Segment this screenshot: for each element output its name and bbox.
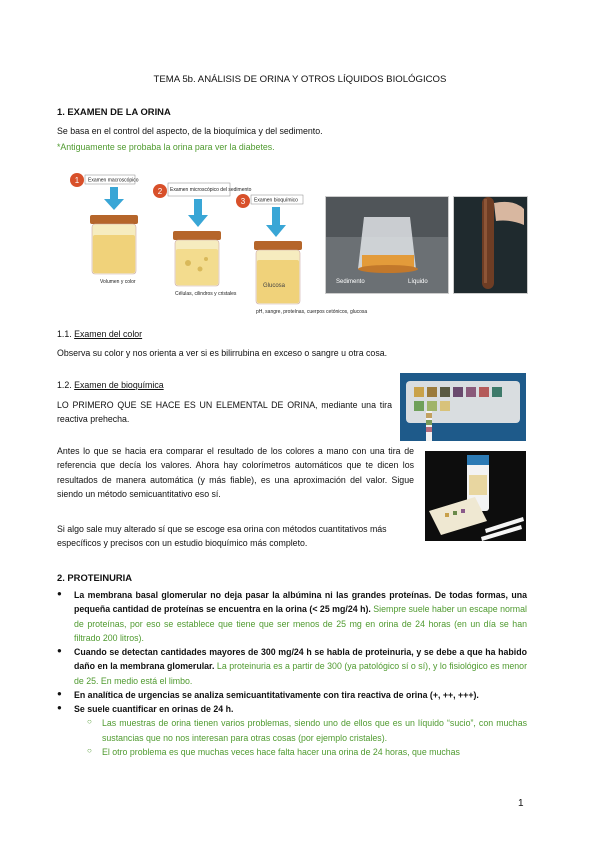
- section-1-2-heading: [57, 378, 164, 392]
- step-3-label: Examen bioquímico: [254, 197, 298, 204]
- test-tube-photo: [453, 196, 528, 294]
- proteinuria-item-2: [57, 645, 527, 688]
- proteinuria-item-3-bold: En analítica de urgencias se analiza semicuantitativamente con tira reactiva de orina (+, ++, +++).: [74, 689, 479, 700]
- reagent-strips-photo: [425, 451, 526, 541]
- step-2-label: Examen microscópico del sedimento: [170, 187, 252, 193]
- step-2-caption: Células, cilindros y cristales: [175, 291, 237, 297]
- liquid-photo-label: Líquido: [408, 279, 428, 285]
- urine-exam-diagram: [60, 165, 368, 330]
- sediment-photo-label: Sedimento: [336, 279, 365, 285]
- step-1-label: Examen macroscópico: [88, 177, 139, 184]
- urine-exam-diagram-svg: [60, 165, 368, 330]
- section-1-2-paragraph-1: LO PRIMERO QUE SE HACE ES UN ELEMENTAL DE ORINA, mediante una tira reactiva prehecha.: [57, 400, 392, 425]
- svg-text:2: 2: [157, 187, 163, 196]
- section-1-heading: 1. EXAMEN DE LA ORINA: [57, 106, 171, 117]
- svg-text:1: 1: [74, 176, 80, 185]
- svg-text:3: 3: [240, 197, 246, 206]
- proteinuria-item-1-note: Siempre suele haber un escape normal de proteínas, por eso se establece que tiene que ser menos de 25 mg en orina de 24 horas (en un día se han filtrado 200 litros).: [74, 604, 527, 643]
- section-1-1-heading: [57, 327, 142, 341]
- section-1-2-title: Examen de bioquímica: [74, 380, 164, 390]
- step-1: [70, 173, 139, 285]
- proteinuria-item-3: [57, 688, 527, 702]
- glucose-label: Glucosa: [263, 283, 286, 289]
- step-1-caption: Volumen y color: [100, 279, 136, 285]
- cup-lid: [173, 231, 221, 240]
- section-1-1-paragraph: Observa su color y nos orienta a ver si es bilirrubina en exceso o sangre u otra cosa.: [57, 348, 388, 358]
- cup-lid: [90, 215, 138, 224]
- proteinuria-subitem-1: ○ Las muestras de orina tienen varios problemas, siendo uno de ellos que es un líquido “sucio”, con muchas sustancias que no nos interesan para otras cosas (por ejemplo cristales).: [87, 716, 527, 745]
- section-1-2-paragraph-3: Si algo sale muy alterado sí que se escoge esa orina con métodos cuantitativos más específicos y precisos con un estudio bioquímico más completo.: [57, 524, 387, 549]
- sediment-photo: [325, 196, 449, 294]
- proteinuria-item-2-note: La proteinuria es a partir de 300 (ya patológico sí o sí), y lo fisiológico es menor de 25. En medio está el limbo.: [74, 661, 527, 686]
- proteinuria-item-4: [57, 702, 527, 716]
- section-1-1-number: 1.1.: [57, 329, 72, 339]
- step-3-caption: pH, sangre, proteínas, cuerpos cetónicos, glucosa: [256, 309, 368, 315]
- proteinuria-list: [57, 588, 527, 759]
- proteinuria-item-2-bold: Cuando se detectan cantidades mayores de 300 mg/24 h se habla de proteinuria, y se debe a que ha habido daño en la membrana glomerular.: [74, 647, 527, 672]
- page-title: TEMA 5b. ANÁLISIS DE ORINA Y OTROS LÍQUIDOS BIOLÓGICOS: [153, 74, 447, 85]
- section-1-1-title: Examen del color: [74, 329, 143, 339]
- proteinuria-item-4-bold: Se suele cuantificar en orinas de 24 h.: [74, 704, 234, 714]
- proteinuria-item-1-bold: La membrana basal glomerular no deja pasar la albúmina ni las grandes proteínas. De todas formas, una pequeña cantidad de proteínas se encuentra en la orina (< 25 mg/24 h).: [74, 590, 527, 615]
- arrow-down-icon: [266, 207, 286, 237]
- test-strip-photo: [400, 373, 526, 441]
- proteinuria-item-1: [57, 588, 527, 645]
- section-1-note: *Antiguamente se probaba la orina para ver la diabetes.: [57, 142, 275, 152]
- section-1-2-paragraph-2: Antes lo que se hacia era comparar el resultado de los colores a mano con una tira de referencia que decía los valores. Ahora hay colorímetros automáticos que te dicen los resultados de manera automática (y más fiable), es una aproximación del valor. Sigue siendo un método semicuantitativo eso sí.: [57, 446, 414, 499]
- section-1-2-number: 1.2.: [57, 380, 72, 390]
- section-2-heading: 2. PROTEINURIA: [57, 572, 133, 583]
- arrow-down-icon: [188, 199, 208, 227]
- section-1-paragraph: Se basa en el control del aspecto, de la bioquímica y del sedimento.: [57, 126, 323, 136]
- proteinuria-subitem-2: ○ El otro problema es que muchas veces hace falta hacer una orina de 24 horas, que muchas: [87, 745, 527, 759]
- cup-lid: [254, 241, 302, 250]
- page-number: 1: [518, 798, 524, 809]
- arrow-down-icon: [104, 187, 124, 210]
